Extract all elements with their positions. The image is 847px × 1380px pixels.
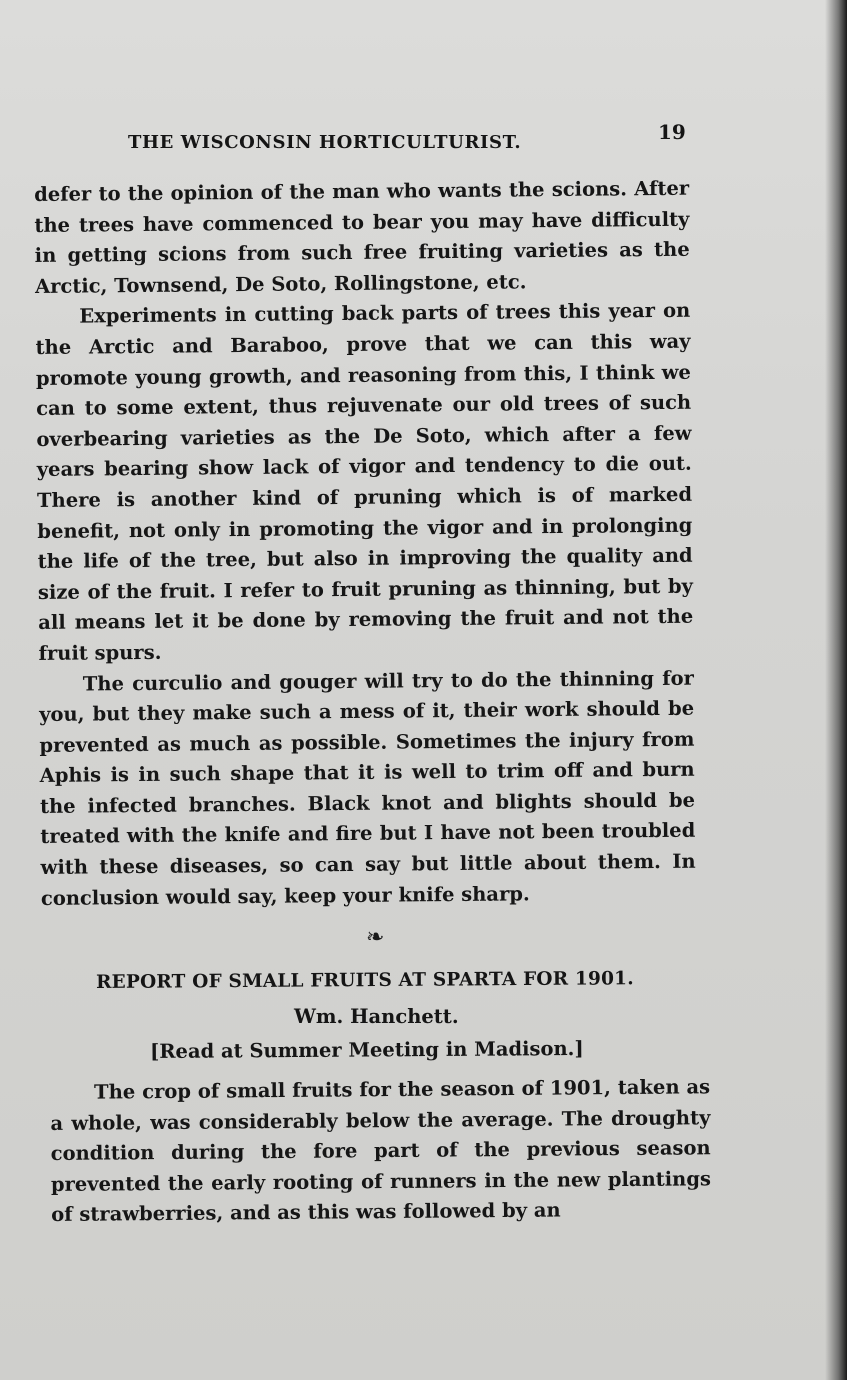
article-author: Wm. Hanchett. — [294, 1005, 459, 1028]
page-edge-shadow — [825, 0, 847, 1380]
article-body-text — [50, 1072, 711, 1231]
section-separator-ornament: ❧ — [366, 925, 385, 950]
paragraph: defer to the opinion of the man who wants the scions. After the trees have commenced to bear you may have difficulty in getting scions from such free fruiting varieties as the Arctic, Townsend, De Soto, Rollingstone, etc. — [34, 176, 690, 298]
article-read-note: [Read at Summer Meeting in Madison.] — [150, 1036, 584, 1063]
continued-article-text — [34, 174, 696, 915]
page-number: 19 — [658, 120, 686, 144]
running-head: THE WISCONSIN HORTICULTURIST. — [128, 132, 522, 153]
paragraph: Experiments in cutting back parts of trees this year on the Arctic and Baraboo, prove that we can this way promote young growth, and reasoning from this, I think we can to some extent, thus rejuvenate our old trees of such overbearing varieties as the De Soto, which after a few years bearing show lack of vigor and tendency to die out. There is another kind of pruning which is of marked benefit, not only in promoting the vigor and in prolonging the life of the tree, but also in improving the quality and size of the fruit. I refer to fruit pruning as thinning, but by all means let it be done by removing the fruit and not the fruit spurs. — [35, 299, 694, 665]
page-header — [128, 120, 688, 160]
paragraph: The curculio and gouger will try to do the thinning for you, but they make such a mess of it, their work should be prevented as much as possible. Sometimes the injury from Aphis is in such shape that it is well to trim off and burn the infected branches. Black knot and blights should be treated with the knife and fire but I have not been troubled with these diseases, so can say but little about them. In conclusion would say, keep your knife sharp. — [39, 666, 696, 910]
paragraph: The crop of small fruits for the season of 1901, taken as a whole, was considerably below the average. The droughty condition during the fore part of the previous season prevented the early rooting of runners in the new plantings of strawberries, and as this was followed by an — [50, 1075, 712, 1227]
article-title: REPORT OF SMALL FRUITS AT SPARTA FOR 1901. — [96, 968, 634, 993]
